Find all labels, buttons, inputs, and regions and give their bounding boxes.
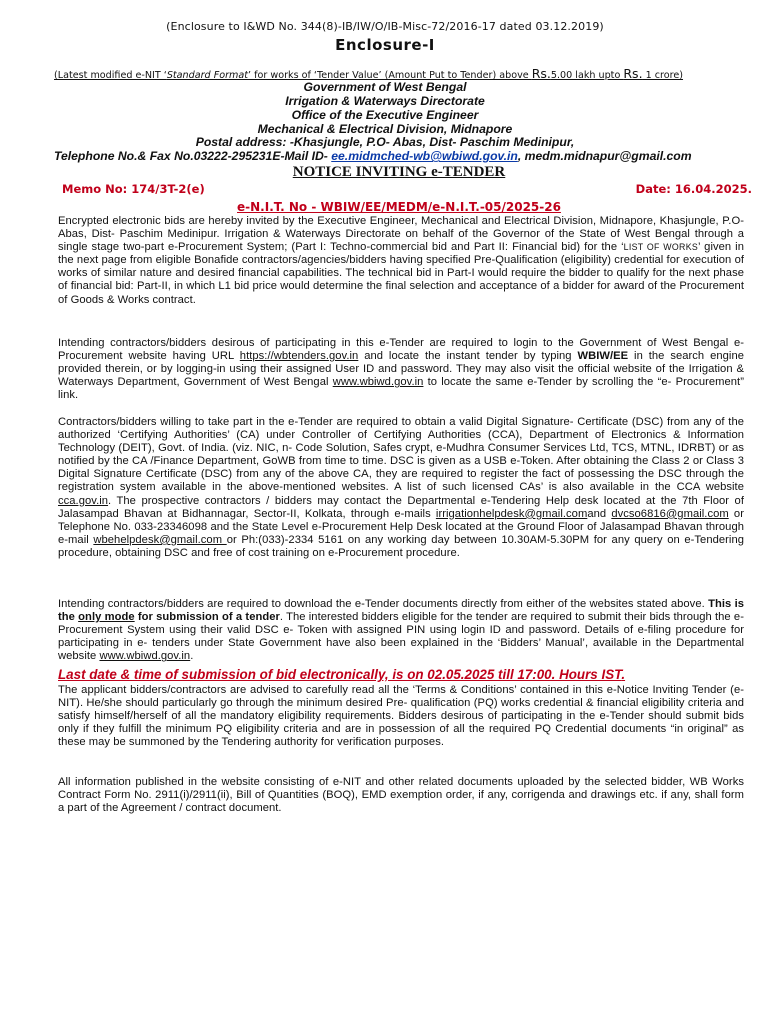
email-link-ee[interactable]: ee.midmched-wb@wbiwd.gov.in bbox=[331, 149, 518, 163]
standard-format: Standard Format bbox=[166, 70, 249, 81]
latest-middle: ’ for works of ‘Tender Value’ (Amount Put to Tender) above bbox=[248, 70, 532, 81]
deadline-text: Last date & time of submission of bid electronically, is on 02.05.2025 till 17:00. Hours IST bbox=[58, 667, 622, 682]
submission-deadline bbox=[58, 667, 758, 682]
p3-text-b: . The prospective contractors / bidders may contact the Departmental e-Tendering Help desk located at the 7th Floor of Jalasampad Bhavan at Bidhannagar, Sector-II, Kolkata, through e-mails bbox=[58, 494, 744, 520]
enclosure-title: Enclosure-I bbox=[335, 36, 435, 54]
nit-number: e-N.I.T. No - WBIW/EE/MEDM/e-N.I.T.-05/2025-26 bbox=[237, 200, 561, 214]
rs-symbol-2: Rs. bbox=[623, 66, 643, 81]
p4-text-d: . bbox=[190, 650, 194, 663]
wbiwd-link-2[interactable]: www.wbiwd.gov.in bbox=[99, 650, 191, 663]
p2-text-b: and locate the instant tender by typing bbox=[358, 350, 578, 363]
amount-1: 5.00 lakh upto bbox=[550, 70, 624, 81]
p3-text-a: Contractors/bidders willing to take part in the e-Tender are required to obtain a valid Digital Signature- Certificate (DSC) from any of the authorized ‘Certifying Authorities’ (CA) under Controller of Certifying Authorities (CCA), Department of Electronics & Information Technology (DEIT), Govt. of India. (viz. NIC, n- Code Solution, Safes crypt, e-Mudhra Consumer Services Ltd, TCS, MTNL, IDRBT) or as notified by the CA /Finance Department, GoWB from time to time. DSC is given as a USB e-Token. After obtaining the Class 2 or Class 3 Digital Signature Certificate (DSC) from any of the above CA, they are required to register the fact of possessing the DSC through the registration system available in the above-mentioned websites. A list of such licensed CAs’ is also available in the CCA website bbox=[58, 416, 744, 494]
list-of-works: LIST OF WORKS bbox=[623, 242, 699, 253]
deadline-dot: . bbox=[621, 667, 626, 682]
p4-text-a: Intending contractors/bidders are required to download the e-Tender documents directly from either of the websites stated above. bbox=[58, 598, 709, 610]
header-office: Office of the Executive Engineer bbox=[291, 108, 479, 122]
p4-text-c: . The interested bidders eligible for the tender are required to submit their bids through the e-Procurement System using their valid DSC e- Token with assigned PIN using login ID and password. Details of e-filing procedure for participating in e- tenders under State Government have also been explained in the ‘Bidders’ Manual’, available in the Departmental website bbox=[58, 611, 744, 663]
header-government: Government of West Bengal bbox=[303, 80, 467, 94]
paragraph-login bbox=[58, 337, 744, 402]
paragraph-intro bbox=[58, 215, 744, 307]
paragraph-dsc bbox=[58, 416, 744, 560]
header-division: Mechanical & Electrical Division, Midnapore bbox=[257, 122, 513, 136]
memo-date: Date: 16.04.2025. bbox=[635, 182, 752, 196]
header-directorate: Irrigation & Waterways Directorate bbox=[285, 94, 485, 108]
wbehelpdesk-email[interactable]: wbehelpdesk@gmail.com bbox=[93, 533, 227, 546]
p2-text-d: to locate the same e-Tender by scrolling the “e- Procurement” link. bbox=[58, 376, 744, 402]
p3-text-c: and bbox=[587, 507, 612, 520]
search-code: WBIW/EE bbox=[577, 350, 629, 363]
enclosure-reference: (Enclosure to I&WD No. 344(8)-IB/IW/O/IB-Misc-72/2016-17 dated 03.12.2019) bbox=[166, 20, 604, 33]
notice-title: NOTICE INVITING e-TENDER bbox=[292, 164, 506, 180]
wbtenders-link[interactable]: https://wbtenders.gov.in bbox=[239, 350, 359, 363]
p4-bold-2: for submission of a tender bbox=[134, 611, 280, 624]
paragraph-documents: All information published in the website consisting of e-NIT and other related documents uploaded by the selected bidder, WB Works Contract Form No. 2911(i)/2911(ii), Bill of Quantities (BOQ), EMD exemption order, if any, corrigenda and drawings etc. if any, shall form a part of the Agreement / contract document. bbox=[58, 776, 744, 815]
latest-prefix: (Latest modified e-NIT ‘ bbox=[54, 70, 167, 81]
p2-text-c: in the search engine provided therein, or by logging-in using their assigned User ID and password. They may also visit the official website of the Irrigation & Waterways Department, Government of West Bengal bbox=[58, 350, 744, 389]
header-postal-address: Postal address: -Khasjungle, P.O- Abas, Dist- Paschim Medinipur, bbox=[195, 135, 575, 149]
p3-text-e: or Ph:(033)-2334 5161 on any working day between 10.30AM-5.30PM for any query on e-Tendering procedure, obtaining DSC and free of cost training on e-Procurement procedure. bbox=[58, 533, 744, 559]
header-contact bbox=[54, 149, 754, 163]
paragraph-download bbox=[58, 598, 744, 663]
p2-text-a: Intending contractors/bidders desirous of participating in this e-Tender are required to login to the Government of West Bengal e-Procurement website having URL bbox=[58, 337, 744, 363]
irrigation-helpdesk-email[interactable]: irrigationhelpdesk@gmail.com bbox=[435, 507, 588, 520]
contact-suffix: , medm.midnapur@gmail.com bbox=[517, 149, 692, 163]
contact-prefix: Telephone No.& Fax No.03222-295231E-Mail ID- bbox=[54, 149, 332, 163]
amount-2: 1 crore) bbox=[642, 70, 684, 81]
paragraph-terms: The applicant bidders/contractors are advised to carefully read all the ‘Terms & Conditions’ contained in this e-Notice Inviting Tender (e-NIT). He/she should particularly go through the minimum desired Pre- qualification (PQ) works credential & financial eligibility criteria and satisfy himself/herself of all the mandatory eligibility requirements. Bidders desirous of participating in the e-Tender should submit bids only if they fulfill the minimum PQ eligibility criteria and are in possession of all the required PQ Credential documents “in original” as these may be summoned by the Tendering authority for verification purposes. bbox=[58, 684, 744, 749]
only-mode: only mode bbox=[78, 611, 135, 624]
p4-bold-1: This is the bbox=[58, 598, 744, 624]
wbiwd-link[interactable]: www.wbiwd.gov.in bbox=[332, 376, 424, 389]
rs-symbol-1: Rs. bbox=[531, 66, 551, 81]
p1-text-b: ’ given in the next page from eligible Bonafide contractors/agencies/bidders having specified Pre-Qualification (eligibility) credential for execution of works of similar nature and desired financial capabilities. The technical bid in Part-I would require the bidder to qualify for the next phase of financial bid: Part-II, in which L1 bid price would determine the final selection and acceptance of a bidder for award of the Procurement of Goods & Works contract. bbox=[58, 241, 744, 306]
cca-link[interactable]: cca.gov.in bbox=[58, 494, 109, 507]
dvcso-email[interactable]: dvcso6816@gmail.com bbox=[611, 507, 729, 520]
memo-number: Memo No: 174/3T-2(e) bbox=[62, 182, 205, 196]
latest-format-note bbox=[54, 66, 744, 81]
p3-text-d: or Telephone No. 033-23346098 and the State Level e-Procurement Help Desk located at the Ground Floor of Jalasampad Bhavan through e-mail bbox=[58, 507, 744, 546]
p1-text-a: Encrypted electronic bids are hereby invited by the Executive Engineer, Mechanical and Electrical Division, Midnapore, Khasjungle, P.O- Abas, Dist- Paschim Medinipur. Irrigation & Waterways Directorate on behalf of the Governor of the State of West Bengal through a single stage two-part e-Procurement System; (Part I: Techno-commercial bid and Part II: Financial bid) for the ‘ bbox=[58, 215, 744, 254]
